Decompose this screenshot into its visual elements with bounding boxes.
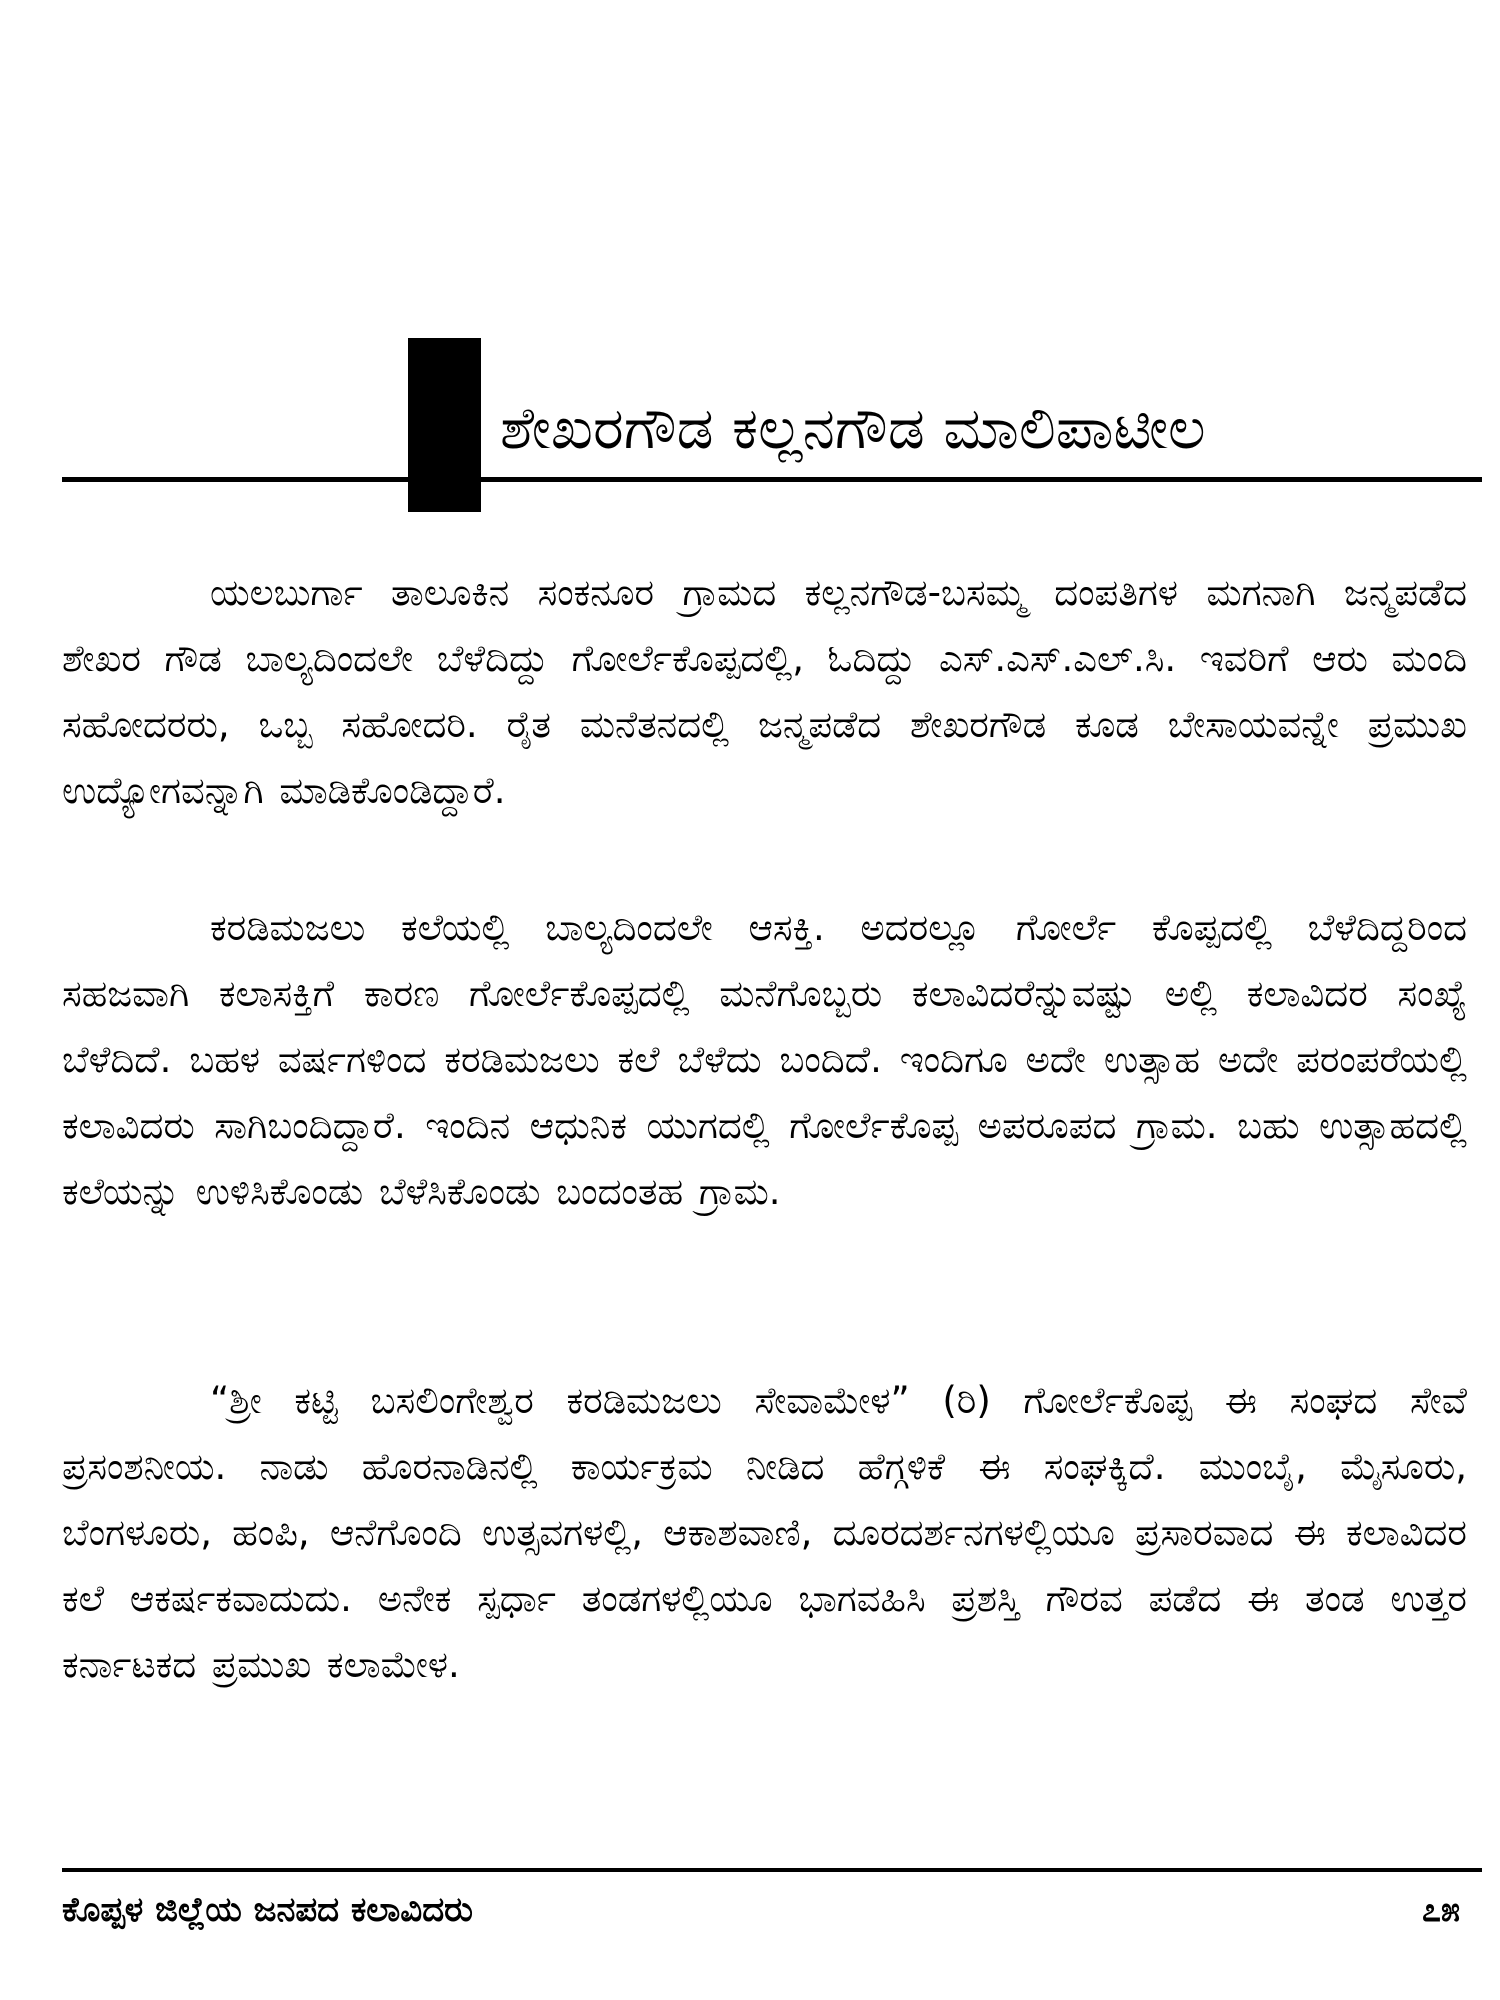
paragraph: ಯಲಬುರ್ಗಾ ತಾಲೂಕಿನ ಸಂಕನೂರ ಗ್ರಾಮದ ಕಲ್ಲನಗೌಡ-ಬಸಮ್ಮ ದಂಪತಿಗಳ ಮಗನಾಗಿ ಜನ್ಮಪಡೆದ ಶೇಖರ ಗೌಡ ಬಾಲ್ಯದಿಂದಲೇ ಬೆಳೆದಿದ್ದು ಗೋರ್ಲೆಕೊಪ್ಪದಲ್ಲಿ, ಓದಿದ್ದು ಎಸ್.ಎಸ್.ಎಲ್.ಸಿ. ಇವರಿಗೆ ಆರು ಮಂದಿ ಸಹೋದರರು, ಒಬ್ಬ ಸಹೋದರಿ. ರೈತ ಮನೆತನದಲ್ಲಿ ಜನ್ಮಪಡೆದ ಶೇಖರಗೌಡ ಕೂಡ ಬೇಸಾಯವನ್ನೇ ಪ್ರಮುಖ ಉದ್ಯೋಗವನ್ನಾಗಿ ಮಾಡಿಕೊಂಡಿದ್ದಾರೆ. <box>62 571 1467 812</box>
footer-book-title: ಕೊಪ್ಪಳ ಜಿಲ್ಲೆಯ ಜನಪದ ಕಲಾವಿದರು <box>62 1890 473 1930</box>
paragraph-2-container <box>62 895 1467 1225</box>
page-number: ೭೫ <box>1421 1890 1460 1930</box>
paragraph: “ಶ್ರೀ ಕಟ್ಟಿ ಬಸಲಿಂಗೇಶ್ವರ ಕರಡಿಮಜಲು ಸೇವಾಮೇಳ” (ರಿ) ಗೋರ್ಲೆಕೊಪ್ಪ ಈ ಸಂಘದ ಸೇವೆ ಪ್ರಸಂಶನೀಯ. ನಾಡು ಹೊರನಾಡಿನಲ್ಲಿ ಕಾರ್ಯಕ್ರಮ ನೀಡಿದ ಹೆಗ್ಗಳಿಕೆ ಈ ಸಂಘಕ್ಕಿದೆ. ಮುಂಬೈ, ಮೈಸೂರು, ಬೆಂಗಳೂರು, ಹಂಪಿ, ಆನೆಗೊಂದಿ ಉತ್ಸವಗಳಲ್ಲಿ, ಆಕಾಶವಾಣಿ, ದೂರದರ್ಶನಗಳಲ್ಲಿಯೂ ಪ್ರಸಾರವಾದ ಈ ಕಲಾವಿದರ ಕಲೆ ಆಕರ್ಷಕವಾದುದು. ಅನೇಕ ಸ್ಪರ್ಧಾ ತಂಡಗಳಲ್ಲಿಯೂ ಭಾಗವಹಿಸಿ ಪ್ರಶಸ್ತಿ ಗೌರವ ಪಡೆದ ಈ ತಂಡ ಉತ್ತರ ಕರ್ನಾಟಕದ ಪ್ರಮುಖ ಕಲಾಮೇಳ. <box>62 1379 1467 1686</box>
page-title: ಶೇಖರಗೌಡ ಕಲ್ಲನಗೌಡ ಮಾಲಿಪಾಟೀಲ <box>500 394 1206 462</box>
title-divider <box>62 477 1482 482</box>
title-marker-block <box>408 338 481 512</box>
paragraph-3-container <box>62 1368 1467 1698</box>
footer-divider <box>62 1868 1482 1872</box>
paragraph: ಕರಡಿಮಜಲು ಕಲೆಯಲ್ಲಿ ಬಾಲ್ಯದಿಂದಲೇ ಆಸಕ್ತಿ. ಅದರಲ್ಲೂ ಗೋರ್ಲೆ ಕೊಪ್ಪದಲ್ಲಿ ಬೆಳೆದಿದ್ದರಿಂದ ಸಹಜವಾಗಿ ಕಲಾಸಕ್ತಿಗೆ ಕಾರಣ ಗೋರ್ಲೆಕೊಪ್ಪದಲ್ಲಿ ಮನೆಗೊಬ್ಬರು ಕಲಾವಿದರೆನ್ನುವಷ್ಟು ಅಲ್ಲಿ ಕಲಾವಿದರ ಸಂಖ್ಯೆ ಬೆಳೆದಿದೆ. ಬಹಳ ವರ್ಷಗಳಿಂದ ಕರಡಿಮಜಲು ಕಲೆ ಬೆಳೆದು ಬಂದಿದೆ. ಇಂದಿಗೂ ಅದೇ ಉತ್ಸಾಹ ಅದೇ ಪರಂಪರೆಯಲ್ಲಿ ಕಲಾವಿದರು ಸಾಗಿಬಂದಿದ್ದಾರೆ. ಇಂದಿನ ಆಧುನಿಕ ಯುಗದಲ್ಲಿ ಗೋರ್ಲೆಕೊಪ್ಪ ಅಪರೂಪದ ಗ್ರಾಮ. ಬಹು ಉತ್ಸಾಹದಲ್ಲಿ ಕಲೆಯನ್ನು ಉಳಿಸಿಕೊಂಡು ಬೆಳೆಸಿಕೊಂಡು ಬಂದಂತಹ ಗ್ರಾಮ. <box>62 906 1467 1213</box>
paragraph-1-container <box>62 560 1467 824</box>
